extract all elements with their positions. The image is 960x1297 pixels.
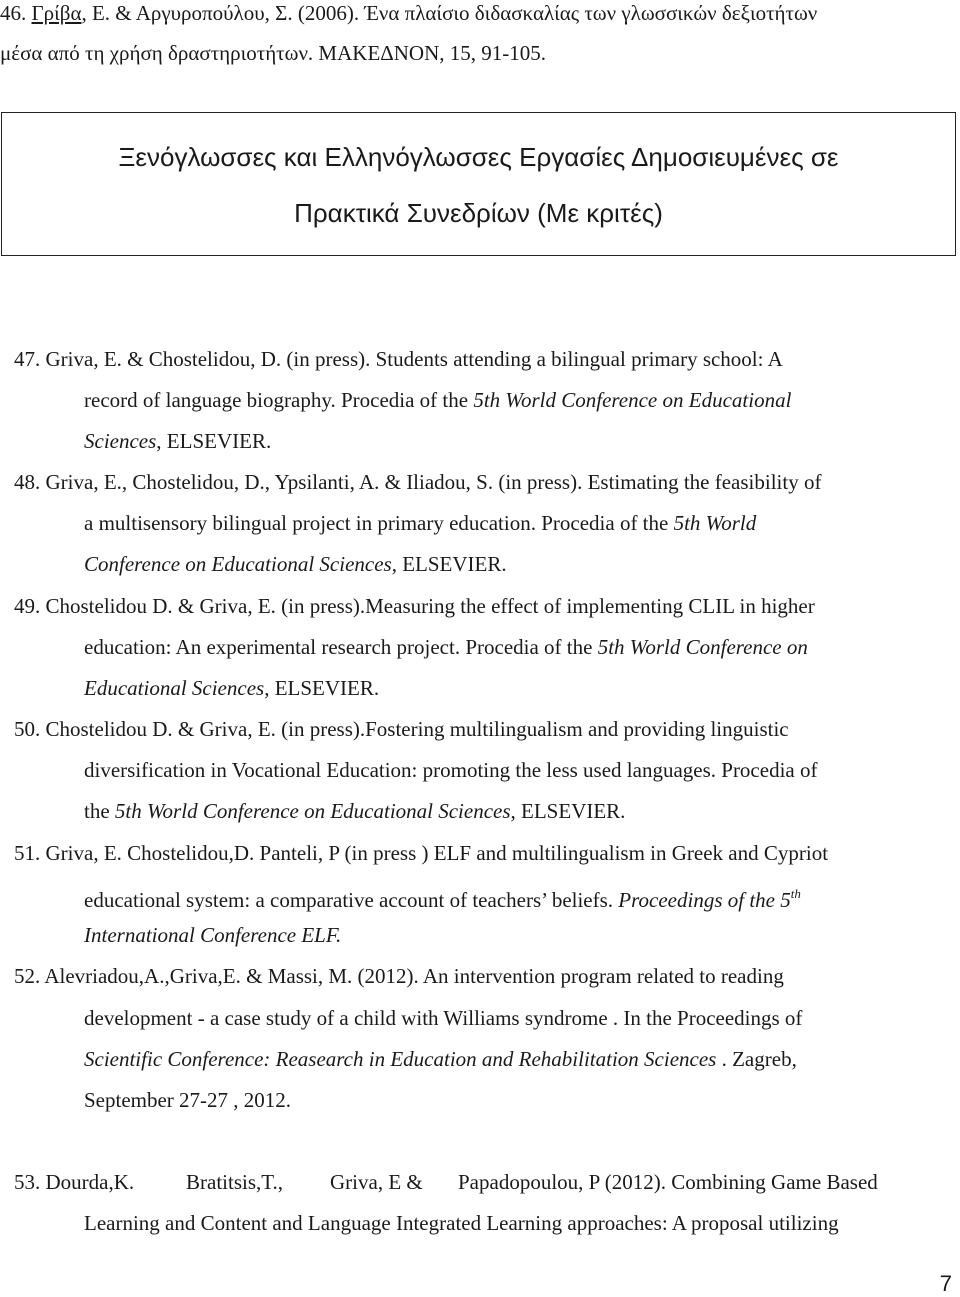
ref-53-line1-num: 53. Dourda,K. bbox=[14, 1170, 135, 1194]
ref-47-line3: Sciences, ELSEVIER. bbox=[84, 429, 272, 453]
ref-46-line1: 46. Γρίβα, Ε. & Αργυροπούλου, Σ. (2006). Ένα πλαίσιο διδασκαλίας των γλωσσικών δεξιοτήτων bbox=[0, 1, 818, 25]
ref-50-line1: 50. Chostelidou D. & Griva, E. (in press).Fostering multilingualism and providing linguistic bbox=[14, 717, 789, 741]
ref-52-line1: 52. Alevriadou,A.,Griva,E. & Massi, M. (2012). An intervention program related to reading bbox=[14, 964, 784, 988]
section-title-line1: Ξενόγλωσσες και Ελληνόγλωσσες Εργασίες Δημοσιευμένες σε bbox=[118, 142, 839, 172]
ref-53-line1-d: Papadopoulou, P (2012). Combining Game Based bbox=[458, 1170, 878, 1194]
author-link-griva[interactable]: Γρίβα bbox=[31, 1, 82, 25]
ref-50-line3: the 5th World Conference on Educational Sciences, ELSEVIER. bbox=[84, 799, 626, 823]
ref-48-line1: 48. Griva, E., Chostelidou, D., Ypsilanti, A. & Iliadou, S. (in press). Estimating the feasibility of bbox=[14, 470, 822, 494]
ref-52-line4: September 27-27 , 2012. bbox=[84, 1088, 292, 1112]
ref-53-line1-b: Bratitsis,T., bbox=[186, 1170, 284, 1194]
ref-49-line2: education: An experimental research project. Procedia of the 5th World Conference on bbox=[84, 635, 808, 659]
ref-51-line1: 51. Griva, E. Chostelidou,D. Panteli, P (in press ) ELF and multilingualism in Greek and Cypriot bbox=[14, 841, 829, 865]
ref-49-line3: Educational Sciences, ELSEVIER. bbox=[84, 676, 380, 700]
ref-50-line2: diversification in Vocational Education: promoting the less used languages. Procedia of bbox=[84, 758, 818, 782]
ref-48-line3: Conference on Educational Sciences, ELSEVIER. bbox=[84, 552, 507, 576]
section-heading-box bbox=[1, 112, 956, 256]
ref-48-line2: a multisensory bilingual project in primary education. Procedia of the 5th World bbox=[84, 511, 757, 535]
ref-49-line1: 49. Chostelidou D. & Griva, E. (in press).Measuring the effect of implementing CLIL in higher bbox=[14, 594, 815, 618]
ref-53-line1-c: Griva, E & bbox=[330, 1170, 423, 1194]
ref-52-line3: Scientific Conference: Reasearch in Education and Rehabilitation Sciences . Zagreb, bbox=[84, 1047, 797, 1071]
ref-53-line2: Learning and Content and Language Integrated Learning approaches: A proposal utilizing bbox=[84, 1211, 839, 1235]
ref-51-line2: educational system: a comparative account of teachers’ beliefs. Proceedings of the 5th bbox=[84, 886, 801, 912]
ref-46-line2: μέσα από τη χρήση δραστηριοτήτων. ΜΑΚΕΔΝΟΝ, 15, 91-105. bbox=[0, 41, 547, 65]
section-title-line2: Πρακτικά Συνεδρίων (Με κριτές) bbox=[294, 198, 663, 228]
ref-51-line3: International Conference ELF. bbox=[84, 923, 342, 947]
ref-52-line2: development - a case study of a child with Williams syndrome . In the Proceedings of bbox=[84, 1006, 803, 1030]
page-number: 7 bbox=[939, 1271, 952, 1296]
ref-47-line2: record of language biography. Procedia of the 5th World Conference on Educational bbox=[84, 388, 792, 412]
ref-47-line1: 47. Griva, E. & Chostelidou, D. (in press). Students attending a bilingual primary school: A bbox=[14, 347, 783, 371]
